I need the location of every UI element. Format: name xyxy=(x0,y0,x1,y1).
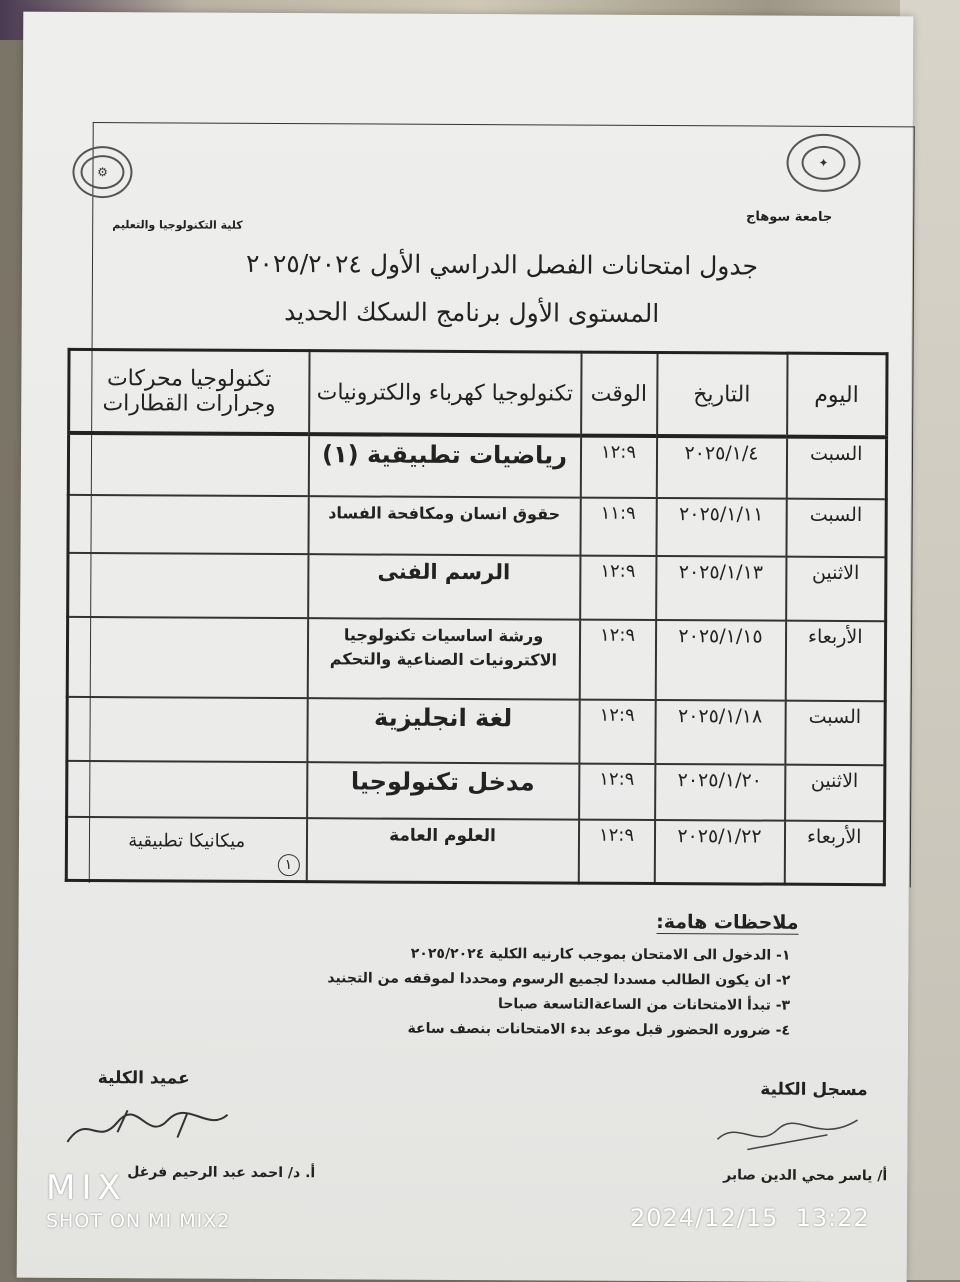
cell-day: الأربعاء xyxy=(785,621,885,702)
cell-electric: لغة انجليزية xyxy=(307,698,579,763)
notes-heading: ملاحظات هامة: xyxy=(656,911,799,934)
cell-mechanic xyxy=(68,433,308,496)
cell-day: السبت xyxy=(785,701,885,766)
cell-time: ١٢:٩ xyxy=(578,820,654,884)
cell-mechanic xyxy=(68,495,308,554)
dean-name: أ. د/ احمد عبد الرحيم فرغل xyxy=(127,1164,316,1182)
note-item: ٤- ضروره الحضور قبل موعد بدء الامتحانات بنصف ساعة xyxy=(407,1020,791,1039)
header-time: الوقت xyxy=(581,352,657,436)
note-item: ٢- ان يكون الطالب مسددا لجميع الرسوم ومحددا لموقفه من التجنيد xyxy=(327,970,791,989)
cell-electric: رياضيات تطبيقية (١) xyxy=(308,434,580,497)
cell-time: ١١:٩ xyxy=(580,498,656,556)
cell-date: ٢٠٢٥/١/١٨ xyxy=(655,700,785,765)
cell-time: ١٢:٩ xyxy=(580,556,656,620)
cell-date: ٢٠٢٥/١/١٥ xyxy=(655,620,785,701)
header-date: التاريخ xyxy=(657,353,787,437)
table-header-row xyxy=(69,349,887,437)
faculty-gear-icon: ⚙ xyxy=(80,155,124,189)
cell-mechanic xyxy=(67,761,307,818)
dean-signature xyxy=(57,1102,257,1153)
faculty-name: كلية التكنولوجيا والتعليم xyxy=(112,218,243,232)
camera-brand-watermark: MIX xyxy=(46,1168,127,1208)
table-row xyxy=(68,495,886,557)
university-name: جامعة سوهاج xyxy=(745,209,833,225)
page-title: جدول امتحانات الفصل الدراسي الأول ٢٠٢٥/٢٠٢٤ xyxy=(245,248,759,281)
cell-day: السبت xyxy=(786,499,886,558)
university-seal-icon: ✦ xyxy=(801,146,845,180)
notes-list xyxy=(270,941,791,1044)
cell-electric: ورشة اساسيات تكنولوجيا الاكترونيات الصناعية والتحكم xyxy=(307,618,579,699)
table-row xyxy=(68,433,886,499)
cell-time: ١٢:٩ xyxy=(580,436,656,498)
table-row xyxy=(66,817,884,885)
note-item: ١- الدخول الى الامتحان بموجب كارنيه الكلية ٢٠٢٥/٢٠٢٤ xyxy=(410,945,791,964)
cell-mechanic xyxy=(67,697,307,762)
table-row xyxy=(68,553,886,621)
cell-time: ١٢:٩ xyxy=(579,620,655,700)
cell-day: السبت xyxy=(786,437,886,500)
registrar-title: مسجل الكلية xyxy=(760,1079,868,1101)
cell-day: الاثنين xyxy=(786,557,886,622)
table-row xyxy=(67,617,885,701)
cell-day: الأربعاء xyxy=(784,821,884,885)
cell-date: ٢٠٢٥/١/٤ xyxy=(656,436,786,499)
cell-electric: مدخل تكنولوجيا xyxy=(307,762,579,819)
dean-title: عميد الكلية xyxy=(97,1068,190,1089)
cell-date: ٢٠٢٥/١/١٣ xyxy=(656,556,786,621)
cell-electric: حقوق انسان ومكافحة الفساد xyxy=(308,496,580,555)
registrar-name: أ/ ياسر محي الدين صابر xyxy=(723,1167,888,1185)
header-electric: تكنولوجيا كهرباء والكترونيات xyxy=(309,351,581,436)
header-mechanic: تكنولوجيا محركات وجرارات القطارات xyxy=(69,349,309,434)
faculty-logo xyxy=(72,146,132,198)
cell-date: ٢٠٢٥/١/١١ xyxy=(656,498,786,557)
university-logo xyxy=(786,134,860,192)
cell-time: ١٢:٩ xyxy=(579,764,655,820)
cell-electric: الرسم الفنى xyxy=(308,554,580,619)
mechanic-subject: ميكانيكا تطبيقية xyxy=(128,830,246,852)
cell-day: الاثنين xyxy=(785,765,885,822)
exam-schedule-table xyxy=(65,348,889,886)
camera-timestamp: 2024/12/15 13:22 xyxy=(630,1204,870,1232)
page-subtitle: المستوى الأول برنامج السكك الحديد xyxy=(284,297,660,329)
header-day: اليوم xyxy=(787,353,887,437)
cell-mechanic xyxy=(67,617,307,698)
cell-date: ٢٠٢٥/١/٢٢ xyxy=(654,820,784,884)
subject-number-circle: ١ xyxy=(277,854,299,876)
table-row xyxy=(67,697,885,765)
note-item: ٣- تبدأ الامتحانات من الساعةالتاسعة صباحا xyxy=(498,996,791,1014)
cell-time: ١٢:٩ xyxy=(579,700,655,764)
cell-date: ٢٠٢٥/١/٢٠ xyxy=(655,764,785,821)
camera-model-watermark: SHOT ON MI MIX2 xyxy=(46,1210,231,1232)
cell-mechanic xyxy=(68,553,308,618)
table-row xyxy=(67,761,885,821)
registrar-signature xyxy=(707,1109,867,1160)
document-page xyxy=(17,12,914,1282)
cell-electric: العلوم العامة xyxy=(306,818,578,883)
cell-mechanic xyxy=(66,817,306,882)
